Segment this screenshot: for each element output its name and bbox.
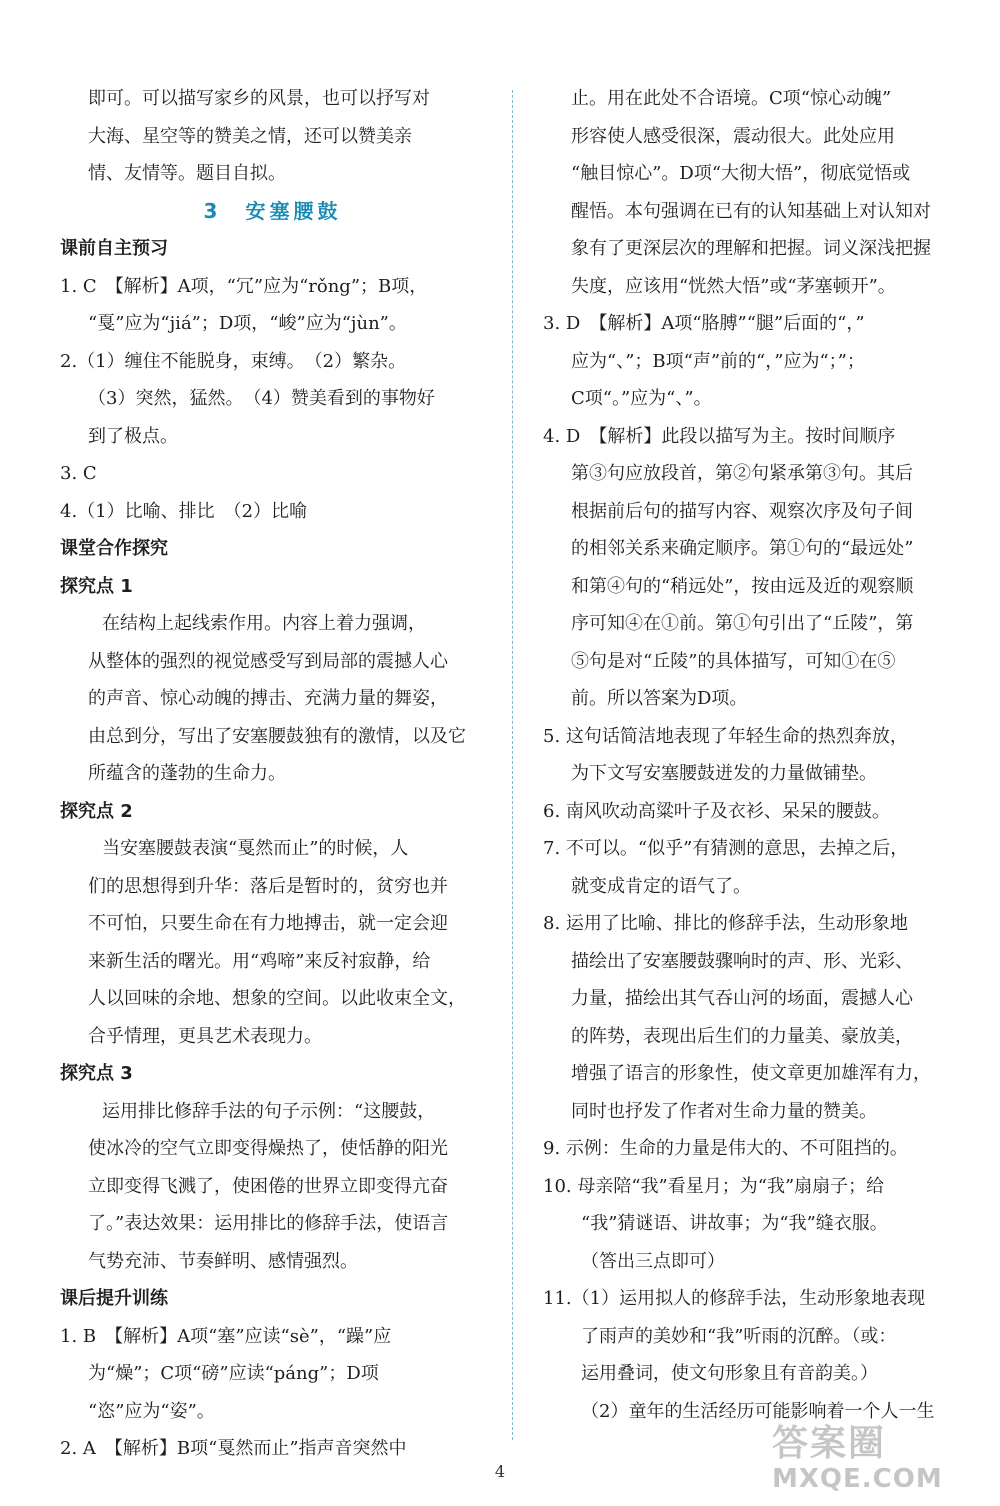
text-line: 为“燥”；C项“磅”应读“páng”；D项 xyxy=(88,1363,379,1384)
text-line: （2）童年的生活经历可能影响着一个人一生 xyxy=(581,1400,935,1422)
text-line: 3. C xyxy=(60,463,97,484)
section-heading: 探究点 3 xyxy=(60,1063,133,1084)
text-line: 的阵势，表现出后生们的力量美、豪放美， xyxy=(571,1025,913,1047)
text-line: 了雨声的美妙和“我”听雨的沉醉。（或： xyxy=(581,1325,897,1347)
text-line: 2. A 【解析】B项“戛然而止”指声音突然中 xyxy=(60,1438,407,1459)
text-line: 应为“、”；B项“声”前的“，”应为“；”； xyxy=(571,350,865,372)
text-line: ⑤句是对“丘陵”的具体描写，可知①在⑤ xyxy=(571,650,896,672)
text-line: 失度，应该用“恍然大悟”或“茅塞顿开”。 xyxy=(571,275,896,297)
text-line: 前。所以答案为D项。 xyxy=(571,688,748,709)
text-line: 象有了更深层次的理解和把握。词义深浅把握 xyxy=(571,238,931,259)
text-line: 根据前后句的描写内容、观察次序及句子间 xyxy=(571,500,913,522)
text-line: 止。用在此处不合语境。C项“惊心动魄” xyxy=(571,88,892,109)
text-line: 即可。可以描写家乡的风景，也可以抒写对 xyxy=(88,88,430,109)
text-line: 10. 母亲陪“我”看星月；为“我”扇扇子；给 xyxy=(543,1175,885,1197)
text-line: 由总到分，写出了安塞腰鼓独有的激情，以及它 xyxy=(88,725,466,747)
text-line: 使冰冷的空气立即变得燥热了，使恬静的阳光 xyxy=(88,1138,448,1159)
text-line: 9. 示例：生命的力量是伟大的、不可阻挡的。 xyxy=(543,1138,908,1159)
text-line: 形容使人感受很深，震动很大。此处应用 xyxy=(571,125,895,147)
text-line: 立即变得飞溅了，使困倦的世界立即变得亢奋 xyxy=(88,1175,448,1197)
text-line: 和第④句的“稍远处”，按由远及近的观察顺 xyxy=(571,575,914,597)
left-column xyxy=(60,80,485,1468)
text-line: 2.（1）缠住不能脱身，束缚。 （2）繁杂。 xyxy=(60,350,407,372)
text-line: 当安塞腰鼓表演“戛然而止”的时候，人 xyxy=(102,838,409,859)
text-line: 不可怕，只要生命在有力地搏击，就一定会迎 xyxy=(88,913,448,934)
text-line: 8. 运用了比喻、排比的修辞手法，生动形象地 xyxy=(543,913,908,934)
column-divider xyxy=(512,90,513,1440)
text-line: 从整体的强烈的视觉感受写到局部的震撼人心 xyxy=(88,650,448,672)
text-line: 的声音、惊心动魄的搏击、充满力量的舞姿， xyxy=(88,688,448,709)
section-heading: 探究点 1 xyxy=(60,575,133,597)
text-line: 序可知④在①前。第①句引出了“丘陵”，第 xyxy=(571,613,914,634)
text-line: “触目惊心”。D项“大彻大悟”，彻底觉悟或 xyxy=(571,163,911,184)
text-line: 运用排比修辞手法的句子示例：“这腰鼓， xyxy=(102,1100,436,1122)
text-line: （3）突然，猛然。 （4）赞美看到的事物好 xyxy=(88,388,435,409)
text-line: 11.（1）运用拟人的修辞手法，生动形象地表现 xyxy=(543,1288,926,1309)
right-column xyxy=(543,80,953,1430)
text-line: 增强了语言的形象性，使文章更加雄浑有力， xyxy=(571,1063,931,1084)
text-line: 为下文写安塞腰鼓迸发的力量做铺垫。 xyxy=(571,763,877,784)
text-line: 就变成肯定的语气了。 xyxy=(571,875,751,897)
text-line: 力量，描绘出其气吞山河的场面，震撼人心 xyxy=(571,988,913,1009)
text-line: 4.（1）比喻、排比 （2）比喻 xyxy=(60,500,308,522)
text-line: （答出三点即可） xyxy=(581,1250,725,1272)
text-line: 在结构上起线索作用。内容上着力强调， xyxy=(102,613,426,634)
text-line: 的相邻关系来确定顺序。第①句的“最远处” xyxy=(571,538,914,559)
text-line: 运用叠词，使文句形象且有音韵美。） xyxy=(581,1363,878,1384)
text-line: 4. D 【解析】此段以描写为主。按时间顺序 xyxy=(543,425,896,447)
watermark-url: MXQE.COM xyxy=(772,1464,943,1494)
section-heading: 课前自主预习 xyxy=(60,238,168,259)
watermark-text: 答案圈 xyxy=(772,1423,887,1464)
text-line: 醒悟。本句强调在已有的认知基础上对认知对 xyxy=(571,200,931,222)
lesson-title: 3 安塞腰鼓 xyxy=(203,198,342,223)
text-line: 情、友情等。题目自拟。 xyxy=(88,163,286,184)
text-line: 3. D 【解析】A项“胳膊”“腿”后面的“，” xyxy=(543,313,865,334)
text-line: 描绘出了安塞腰鼓骤响时的声、形、光彩、 xyxy=(571,950,913,972)
text-line: 来新生活的曙光。用“鸡啼”来反衬寂静，给 xyxy=(88,950,431,972)
text-line: 1. B 【解析】A项“塞”应读“sè”，“躁”应 xyxy=(60,1325,392,1347)
text-line: “恣”应为“姿”。 xyxy=(88,1400,215,1422)
text-line: 同时也抒发了作者对生命力量的赞美。 xyxy=(571,1100,877,1122)
text-line: 人以回味的余地、想象的空间。以此收束全文， xyxy=(88,988,466,1009)
text-line: 第③句应放段首，第②句紧承第③句。其后 xyxy=(571,463,913,484)
text-line: 了。”表达效果：运用排比的修辞手法，使语言 xyxy=(88,1213,449,1234)
text-line: 气势充沛、节奏鲜明、感情强烈。 xyxy=(88,1250,358,1272)
watermark-logo xyxy=(772,1424,982,1500)
text-line: “我”猜谜语、讲故事；为“我”缝衣服。 xyxy=(581,1213,888,1234)
section-heading: 课后提升训练 xyxy=(60,1288,168,1309)
text-line: 7. 不可以。“似乎”有猜测的意思，去掉之后， xyxy=(543,838,909,859)
text-line: 5. 这句话简洁地表现了年轻生命的热烈奔放， xyxy=(543,725,908,747)
text-line: 1. C 【解析】A项，“冗”应为“rǒng”；B项， xyxy=(60,275,428,297)
section-heading: 探究点 2 xyxy=(60,800,133,822)
text-line: C项“。”应为“、”。 xyxy=(571,388,712,409)
text-line: 6. 南风吹动高粱叶子及衣衫、呆呆的腰鼓。 xyxy=(543,800,890,822)
page-number: 4 xyxy=(494,1462,506,1481)
text-line: 合乎情理，更具艺术表现力。 xyxy=(88,1025,322,1047)
text-line: 到了极点。 xyxy=(88,425,178,447)
section-heading: 课堂合作探究 xyxy=(60,538,168,559)
text-line: 大海、星空等的赞美之情，还可以赞美亲 xyxy=(88,125,412,147)
text-line: “戛”应为“jiá”；D项，“峻”应为“jùn”。 xyxy=(88,313,407,334)
text-line: 们的思想得到升华：落后是暂时的，贫穷也并 xyxy=(88,875,448,897)
text-line: 所蕴含的蓬勃的生命力。 xyxy=(88,763,286,784)
